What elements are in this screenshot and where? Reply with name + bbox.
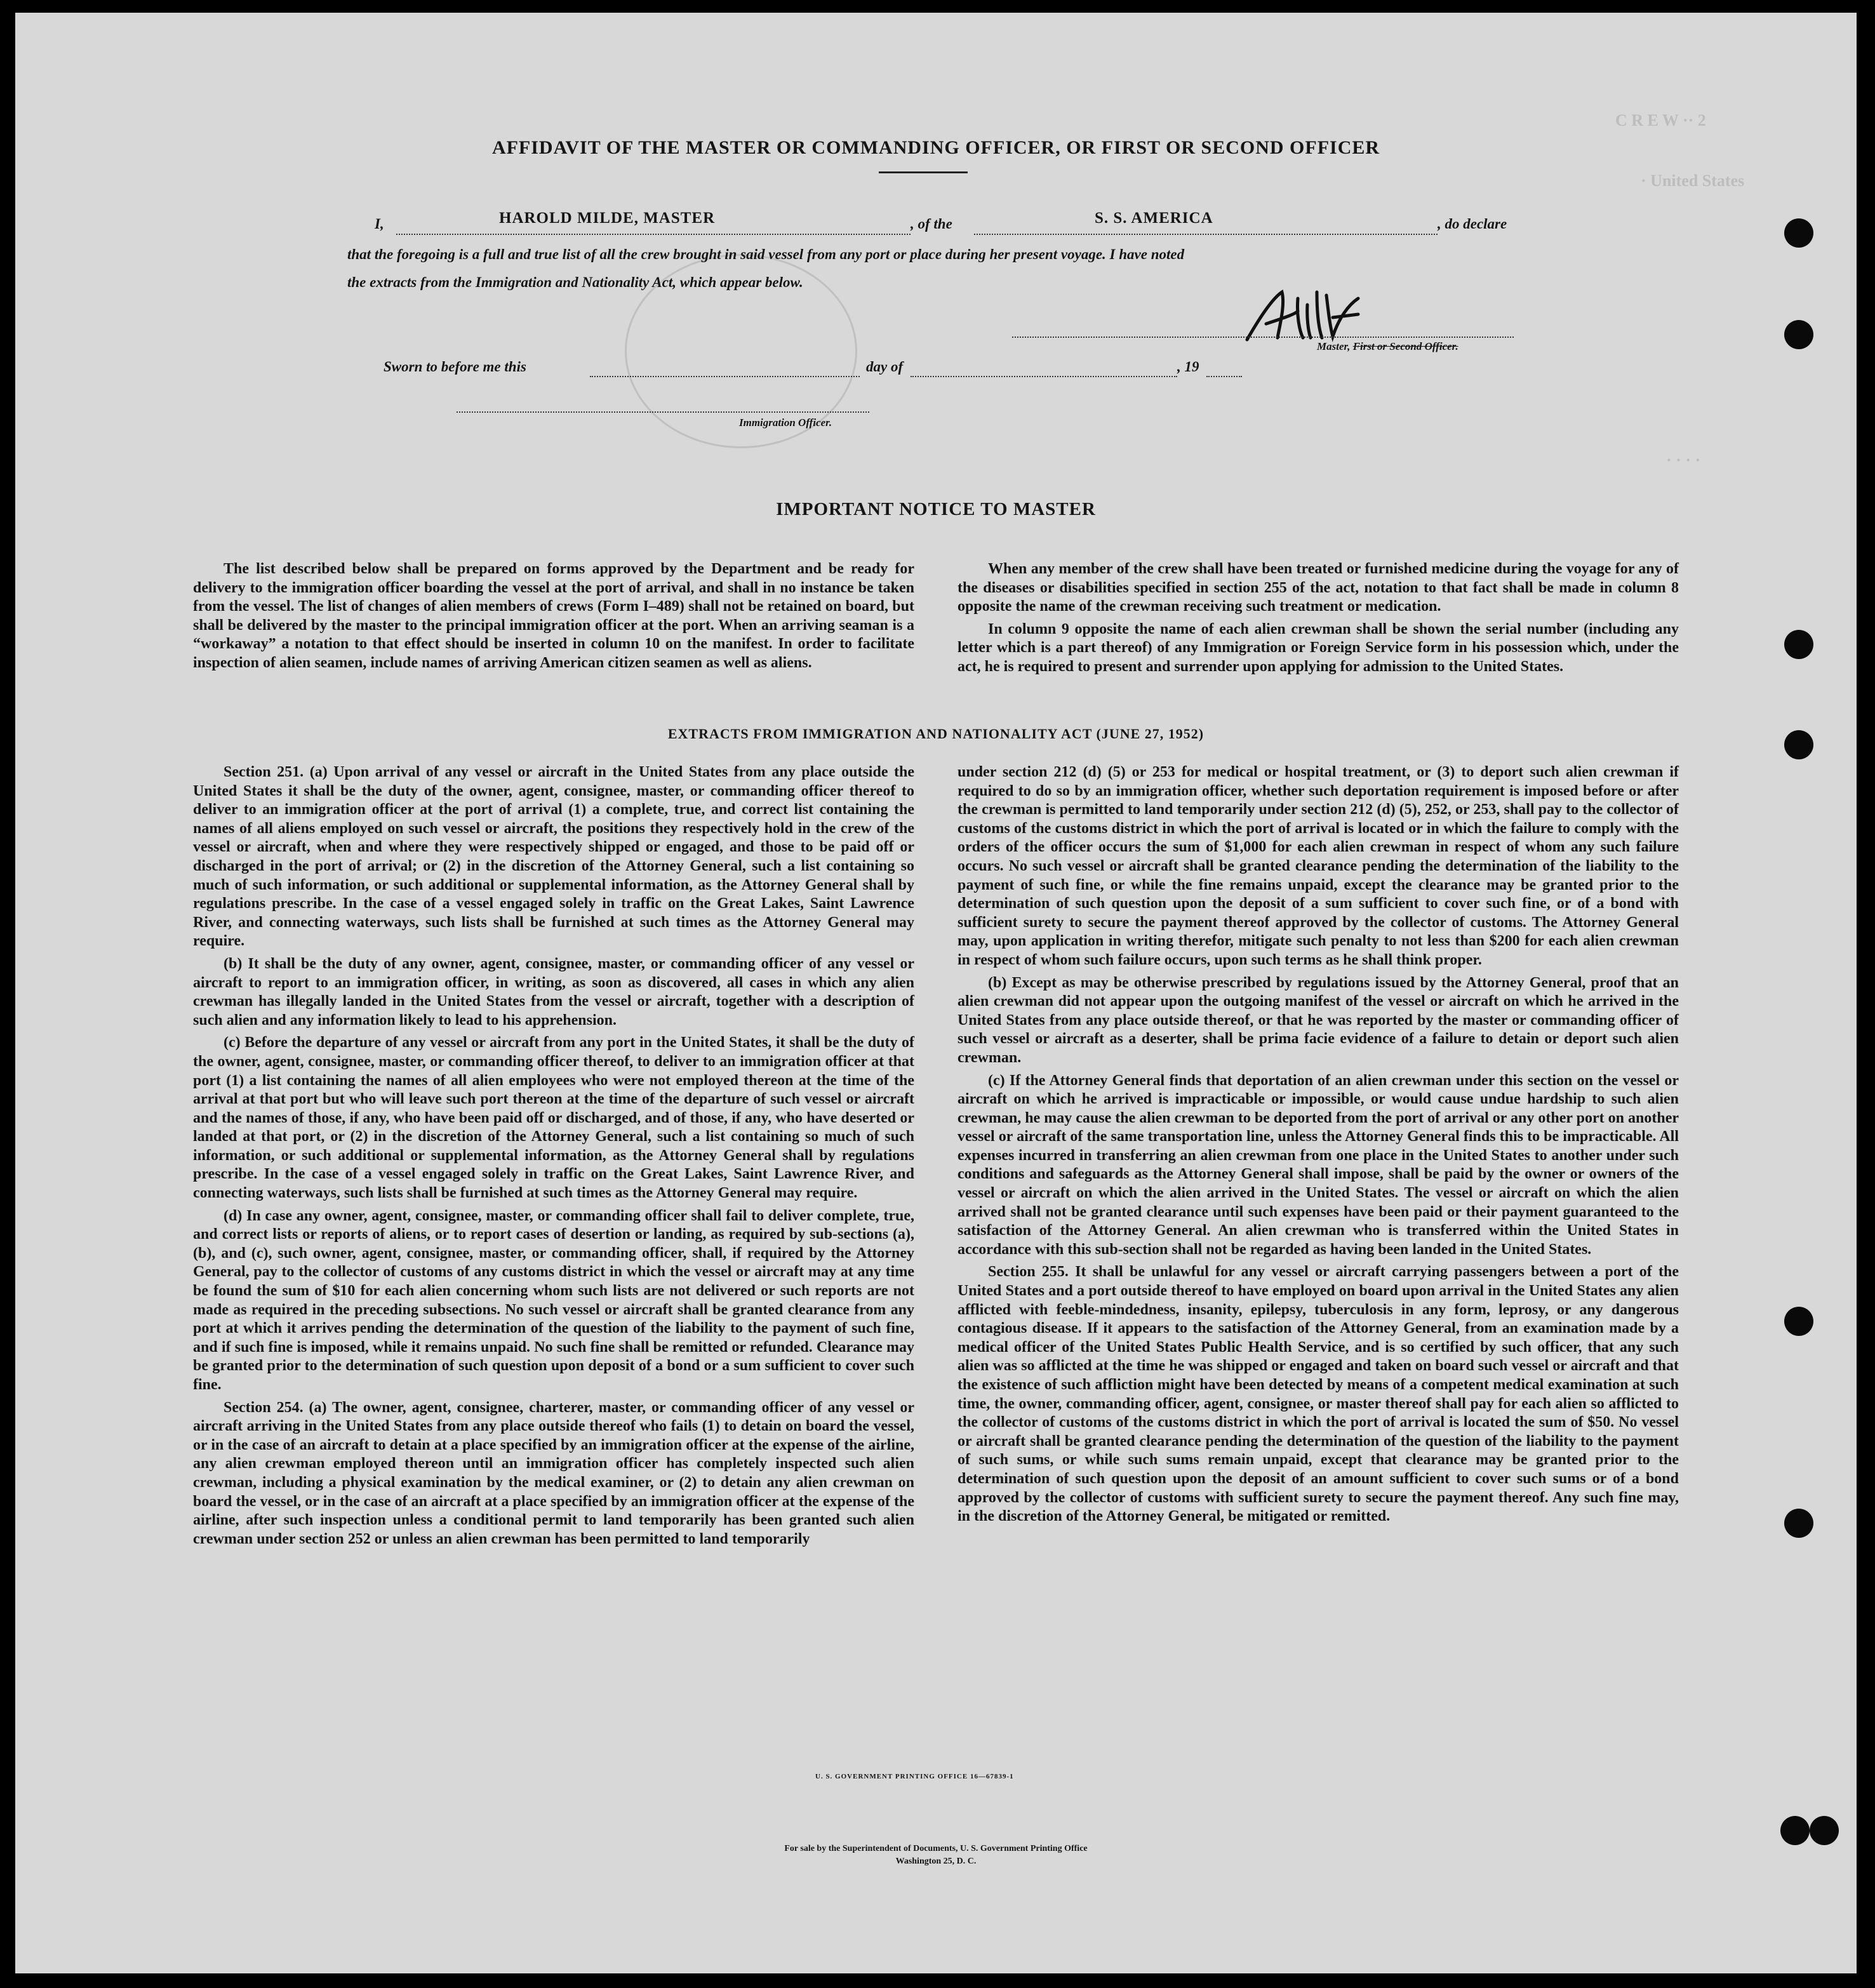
extract-paragraph: (c) If the Attorney General finds that deportation of an alien crewman under this section on the vessel or aircraft on which he arrived is impracticable or impossible, or would cause undue hardship to such alien crewman, he may cause the alien crewman to be deported from the port of arrival or any other port on another vessel or aircraft of the same transportation line, unless the Attorney General finds this to be impracticable. All expenses incurred in transferring an alien crewman from one place in the United States to another under such conditions and safeguards as the Attorney General shall impose, shall be paid by the owner or owners of the vessel or aircraft on which the alien arrived in the United States. The vessel or aircraft on which the alien arrived shall not be granted clearance until such expenses have been paid or their payment guaranteed to the satisfaction of the Attorney General. An alien crewman who is transferred within the United States in accordance with this sub-section shall not be regarded as having been landed in the United States. (958, 1072, 1679, 1258)
bleed-through-mark: C R E W ·· 2 (1615, 111, 1706, 130)
punch-hole (1810, 1816, 1839, 1845)
extract-paragraph: (d) In case any owner, agent, consignee, master, or commanding officer shall fail to deliver complete, true, and correct lists or reports of aliens, or to report cases of desertion or landing, as required by sub-sections (a), (b), and (c), such owner, agent, consignee, master, or commanding officer, shall, if required by the Attorney General, pay to the collector of customs of any customs district in which the vessel or aircraft may at any time be found the sum of $10 for each alien concerning whom such lists are not delivered or such reports are not made as required in the preceding subsections. No such vessel or aircraft shall be granted clearance from any port at which it arrives pending the determination of the question of the liability to the payment of such fine, and if such fine is imposed, while it remains unpaid. No such fine shall be remitted or refunded. Clearance may be granted prior to the determination of such question upon deposit of a bond or a sum sufficient to cover such fine. (193, 1207, 914, 1393)
extract-paragraph: under section 212 (d) (5) or 253 for medical or hospital treatment, or (3) to deport such alien crewman if required to do so by an immigration officer, whether such deportation requirement is imposed before or after the crewman is permitted to land temporarily under section 212 (d) (5), 252, or 253, shall pay to the collector of customs of the customs district in which the port of arrival is located or in which the failure to comply with the orders of the officer occurs the sum of $1,000 for each alien crewman in respect of whom any such failure occurs. No such vessel or aircraft shall be granted clearance pending the determination of the liability to the payment of such fine, or while the fine remains unpaid, except the clearance may be granted prior to the determination of such question upon the deposit of a sum sufficient to cover such fine, or of a bond with sufficient surety to secure the payment thereof approved by the collector of customs. The Attorney General may, upon application in writing therefor, mitigate such penalty to not less than $200 for each alien crewman in respect of whom such failure occurs, upon such terms as he shall think proper. (958, 764, 1679, 968)
bleed-through-mark: · · · · (1666, 451, 1701, 469)
punch-hole (1784, 320, 1813, 349)
notice-right-paragraph-1: When any member of the crew shall have been treated or furnished medicine during the voyage for any of the diseases or disabilities specified in section 255 of the act, notation to that fact shall be made in column 8 opposite the name of the crewman receiving such treatment or medication. (958, 561, 1679, 615)
extract-paragraph: (b) It shall be the duty of any owner, agent, consignee, master, or commanding officer of any vessel or aircraft to report to an immigration officer, in writing, as soon as discovered, all cases in which any alien crewman has illegally landed in the United States from the vessel or aircraft, together with a description of such alien and any information likely to lead to his apprehension. (193, 955, 914, 1029)
notice-right-paragraph-2: In column 9 opposite the name of each alien crewman shall be shown the serial number (including any letter which is a part thereof) of any Immigration or Foreign Service form in his possession which, under the act, he is required to present and surrender upon applying for admission to the United States. (958, 620, 1679, 675)
extract-paragraph: Section 254. (a) The owner, agent, consignee, charterer, master, or commanding officer of any vessel or aircraft arriving in the United States from any place outside thereof who fails (1) to detain on board the vessel, or in the case of an aircraft to detain at a place specified by an immigration officer at the expense of the airline, any alien crewman employed thereon until an immigration officer has completely inspected such alien crewman, including a physical examination by the medical examiner, or (2) to detain any alien crewman on board the vessel, or in the case of an aircraft at a place specified by an immigration officer at the expense of the airline, after such inspection unless a conditional permit to land temporarily has been granted such alien crewman under section 252 or unless an alien crewman has been permitted to land temporarily (193, 1399, 914, 1547)
title-rule (879, 171, 968, 173)
notice-left-column (193, 560, 914, 677)
year-label: , 19 (1177, 359, 1199, 375)
extracts-right-column (958, 763, 1679, 1530)
extracts-left-column (193, 763, 914, 1552)
signature-line (1012, 324, 1514, 338)
vessel-name: S. S. AMERICA (1095, 210, 1213, 227)
punch-hole (1784, 730, 1813, 759)
punch-hole (1784, 1509, 1813, 1538)
bleed-through-mark: · United States (1641, 171, 1745, 190)
extract-paragraph: (c) Before the departure of any vessel or aircraft from any port in the United States, it shall be the duty of the owner, agent, consignee, master, or commanding officer thereof, to deliver to an immigration officer at that port (1) a list containing the names of all alien employees who were not employed thereon at the time of the arrival at that port but who will leave such port thereon at the time of the departure of such vessel or aircraft and the names of those, if any, who have been paid off or discharged, and of those, if any, who have deserted or landed at that port, or (2) in the discretion of the Attorney General, such a list containing so much of such information, or such additional or supplemental information, as the Attorney General shall by regulations prescribe. In the case of a vessel engaged solely in traffic on the Great Lakes, Saint Lawrence River, and connecting waterways, such lists shall be furnished at such times as the Attorney General may require. (193, 1034, 914, 1202)
extracts-title: EXTRACTS FROM IMMIGRATION AND NATIONALITY ACT (JUNE 27, 1952) (667, 726, 1204, 742)
i-label: I, (375, 216, 384, 232)
statement-line-1: that the foregoing is a full and true list of all the crew brought in said vessel from any port or place during her present voyage. I have noted (347, 246, 1185, 262)
extract-paragraph: Section 255. It shall be unlawful for any vessel or aircraft carrying passengers between a port of the United States and a port outside thereof to have employed on board upon arrival in the United States any alien afflicted with feeble-mindedness, insanity, epilepsy, tuberculosis in any form, leprosy, or any dangerous contagious disease. If it appears to the satisfaction of the Attorney General, from an examination made by a medical officer of the United States Public Health Service, and is so certified by such officer, that any such alien was so afflicted at the time he was shipped or engaged and taken on board such vessel or aircraft and that the existence of such affliction might have been detected by means of a competent medical examination at such time, the owner, commanding officer, agent, consignee, or master thereof shall pay for each alien so afflicted to the collector of customs of the customs district in which the port of arrival is located the sum of $50. No vessel or aircraft shall be granted clearance pending the determination of the question of the liability to the payment of such sums, or while such sums remain unpaid, except that clearance may be granted prior to the determination of such question upon the deposit of an amount sufficient to cover such sums or of a bond approved by the collector of customs with sufficient surety to secure the payment thereof. Any such fine may, in the discretion of the Attorney General, be mitigated or remitted. (958, 1264, 1679, 1525)
document-page (15, 13, 1857, 1973)
printer-line: U. S. GOVERNMENT PRINTING OFFICE 16—67839-1 (815, 1773, 1014, 1780)
of-the-label: , of the (911, 216, 952, 232)
sworn-month-line (911, 363, 1177, 377)
statement-line-2: the extracts from the Immigration and Nationality Act, which appear below. (347, 274, 803, 290)
master-name: HAROLD MILDE, MASTER (499, 210, 716, 227)
notice-title: IMPORTANT NOTICE TO MASTER (776, 499, 1096, 519)
signature-caption: Master, First or Second Officer. (1317, 340, 1458, 352)
day-of-label: day of (866, 359, 904, 375)
footer-line-1: For sale by the Superintendent of Documents, U. S. Government Printing Office (784, 1844, 1088, 1853)
sworn-label: Sworn to before me this (384, 359, 526, 375)
sworn-year-line (1206, 363, 1242, 377)
officer-caption: Immigration Officer. (739, 417, 832, 429)
punch-hole (1784, 218, 1813, 248)
extract-paragraph: Section 251. (a) Upon arrival of any vessel or aircraft in the United States from any place outside the United States it shall be the duty of the owner, agent, consignee, master, or commanding officer thereof to deliver to an immigration officer at the port of arrival (1) a complete, true, and correct list containing the names of all aliens employed on such vessel or aircraft, the positions they respectively hold in the crew of the vessel or aircraft, when and where they were respectively shipped or engaged, and those to be paid off or discharged in the port of arrival; or (2) in the discretion of the Attorney General, such a list containing so much of such information, or such additional or supplemental information, as the Attorney General shall by regulations prescribe. In the case of a vessel engaged solely in traffic on the Great Lakes, Saint Lawrence River, and connecting waterways, such lists shall be furnished at such times as the Attorney General may require. (193, 764, 914, 950)
punch-hole (1784, 1307, 1813, 1336)
punch-hole (1784, 630, 1813, 659)
master-signature (1222, 279, 1399, 349)
sworn-day-line (590, 363, 860, 377)
notice-left-paragraph: The list described below shall be prepared on forms approved by the Department and be ready for delivery to the immigration officer boarding the vessel at the port of arrival, and shall in no instance be taken from the vessel. The list of changes of alien members of crews (Form I–489) shall not be retained on board, but shall be delivered by the master to the principal immigration officer at the port. When an arriving seaman is a “workaway” a notation to that effect should be inserted in column 10 on the manifest. In order to facilitate inspection of alien seamen, include names of arriving American citizen seamen as well as aliens. (193, 561, 914, 671)
extract-paragraph: (b) Except as may be otherwise prescribed by regulations issued by the Attorney General, proof that an alien crewman did not appear upon the outgoing manifest of the vessel or aircraft on which he arrived in the United States from any place outside thereof, or that he was reported by the master or commanding officer of such vessel or aircraft as a deserter, shall be prima facie evidence of a failure to detain or deport such alien crewman. (958, 974, 1679, 1066)
officer-signature-line (457, 399, 869, 413)
do-declare-label: , do declare (1438, 216, 1507, 232)
affidavit-title: AFFIDAVIT OF THE MASTER OR COMMANDING OFFICER, OR FIRST OR SECOND OFFICER (491, 137, 1380, 158)
punch-hole (1780, 1816, 1810, 1845)
notice-right-column (958, 560, 1679, 681)
footer-line-2: Washington 25, D. C. (895, 1857, 977, 1866)
